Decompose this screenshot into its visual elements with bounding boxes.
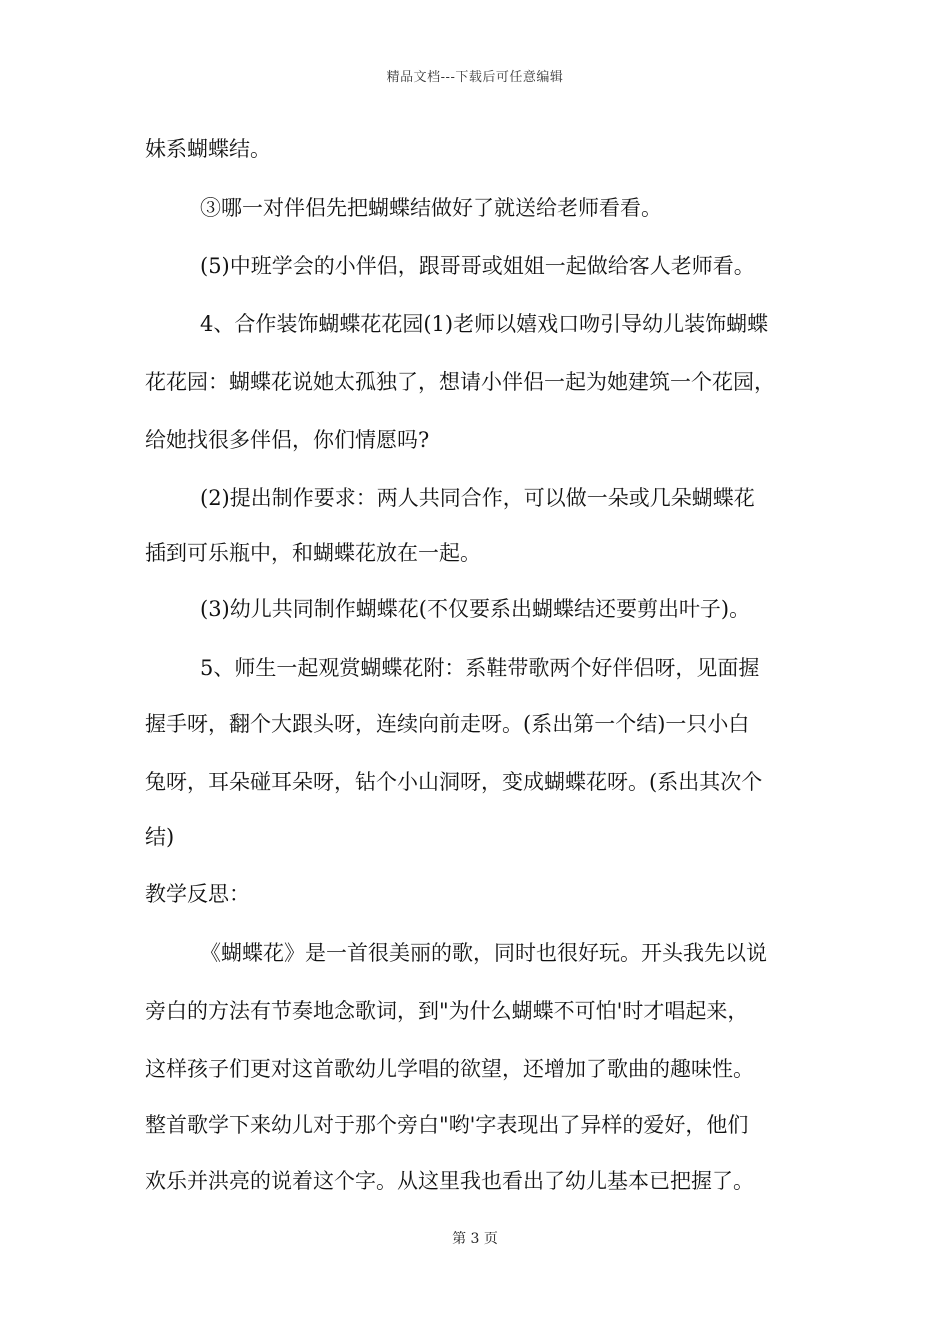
body-line: 4、合作装饰蝴蝶花花园(1)老师以嬉戏口吻引导幼儿装饰蝴蝶 — [200, 312, 769, 336]
body-line: 这样孩子们更对这首歌幼儿学唱的欲望，还增加了歌曲的趣味性。 — [145, 1057, 754, 1081]
body-line: 结) — [145, 825, 175, 849]
page-number: 第 3 页 — [452, 1231, 498, 1247]
body-line: 5、师生一起观赏蝴蝶花附：系鞋带歌两个好伴侣呀，见面握 — [200, 656, 760, 680]
body-line: 握手呀，翻个大跟头呀，连续向前走呀。(系出第一个结)一只小白 — [145, 712, 750, 736]
page-header: 精品文档---下载后可任意编辑 — [386, 70, 564, 85]
body-line: ③哪一对伴侣先把蝴蝶结做好了就送给老师看看。 — [200, 196, 662, 220]
body-line: 妹系蝴蝶结。 — [145, 137, 271, 161]
body-line: 给她找很多伴侣，你们情愿吗? — [145, 428, 430, 452]
body-line: 旁白的方法有节奏地念歌词，到"为什么蝴蝶不可怕'时才唱起来， — [145, 999, 749, 1023]
body-line: 花花园：蝴蝶花说她太孤独了，想请小伴侣一起为她建筑一个花园， — [145, 370, 775, 394]
body-line: 插到可乐瓶中，和蝴蝶花放在一起。 — [145, 541, 481, 565]
body-line: (2)提出制作要求：两人共同合作，可以做一朵或几朵蝴蝶花 — [200, 486, 755, 510]
body-line: 欢乐并洪亮的说着这个字。从这里我也看出了幼儿基本已把握了。 — [145, 1169, 754, 1193]
body-line: 《蝴蝶花》是一首很美丽的歌，同时也很好玩。开头我先以说 — [200, 941, 767, 965]
body-line: (3)幼儿共同制作蝴蝶花(不仅要系出蝴蝶结还要剪出叶子)。 — [200, 597, 751, 621]
body-line: 兔呀，耳朵碰耳朵呀，钻个小山洞呀，变成蝴蝶花呀。(系出其次个 — [145, 770, 763, 794]
body-line: (5)中班学会的小伴侣，跟哥哥或姐姐一起做给客人老师看。 — [200, 254, 755, 278]
body-line: 整首歌学下来幼儿对于那个旁白"哟'字表现出了异样的爱好，他们 — [145, 1113, 749, 1137]
section-heading: 教学反思： — [145, 882, 250, 906]
